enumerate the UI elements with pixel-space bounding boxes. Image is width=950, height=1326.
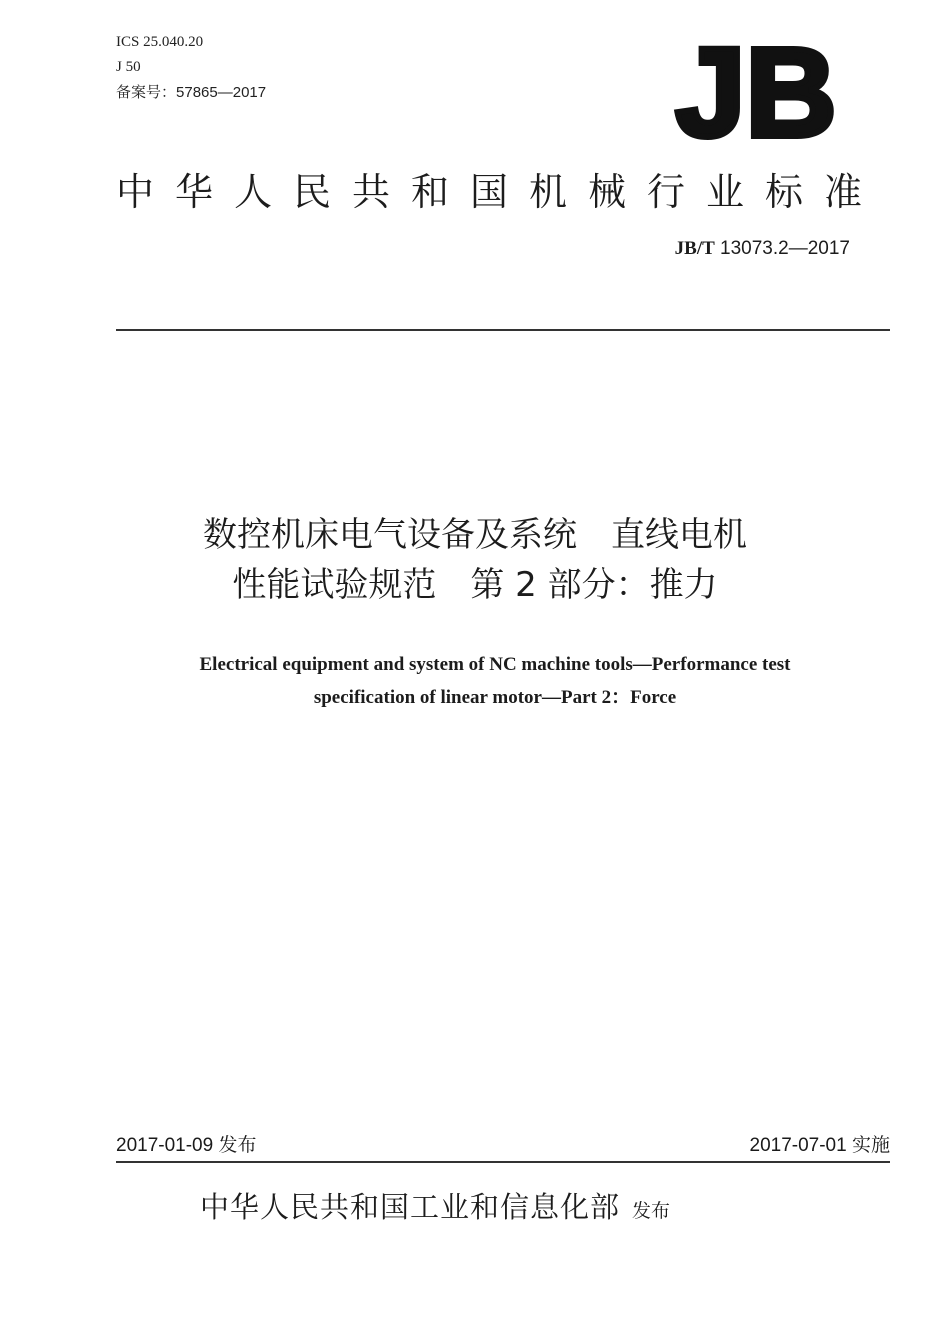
- classification-code: J 50: [116, 59, 141, 75]
- chinese-title-line-1: 数控机床电气设备及系统 直线电机: [203, 515, 747, 555]
- standard-meta-block: [116, 30, 266, 105]
- bottom-divider: [116, 1161, 890, 1163]
- issue-date: [116, 1130, 257, 1157]
- jb-logo: [668, 36, 844, 144]
- english-title: [0, 648, 950, 714]
- standard-number-prefix: JB/T: [674, 238, 715, 259]
- english-title-line-2: specification of linear motor—Part 2：Force: [313, 687, 677, 708]
- standard-org-title: 中华人民共和国机械行业标准: [116, 170, 884, 214]
- record-value: 57865—2017: [176, 84, 267, 101]
- chinese-title: [0, 510, 950, 610]
- implementation-date: [750, 1130, 891, 1157]
- chinese-title-line-2: 性能试验规范 第 2 部分：推力: [232, 565, 718, 605]
- implementation-date-value: 2017-07-01: [749, 1135, 847, 1156]
- standard-number-value: 13073.2—2017: [714, 238, 850, 259]
- standard-number: [675, 238, 850, 260]
- record-label: 备案号：: [116, 84, 177, 101]
- top-divider: [116, 329, 890, 331]
- publisher-name: 中华人民共和国工业和信息化部: [200, 1190, 621, 1224]
- issue-date-value: 2017-01-09: [116, 1135, 214, 1156]
- record-number: [116, 80, 266, 105]
- jb-logo-text: JB: [675, 36, 837, 144]
- english-title-line-1: Electrical equipment and system of NC machine tools—Performance test: [199, 654, 791, 675]
- issue-label: 发布: [218, 1134, 257, 1156]
- publisher: [200, 1185, 670, 1226]
- publisher-verb: 发布: [632, 1200, 671, 1222]
- implementation-label: 实施: [851, 1134, 890, 1156]
- ics-code: ICS 25.040.20: [116, 34, 204, 50]
